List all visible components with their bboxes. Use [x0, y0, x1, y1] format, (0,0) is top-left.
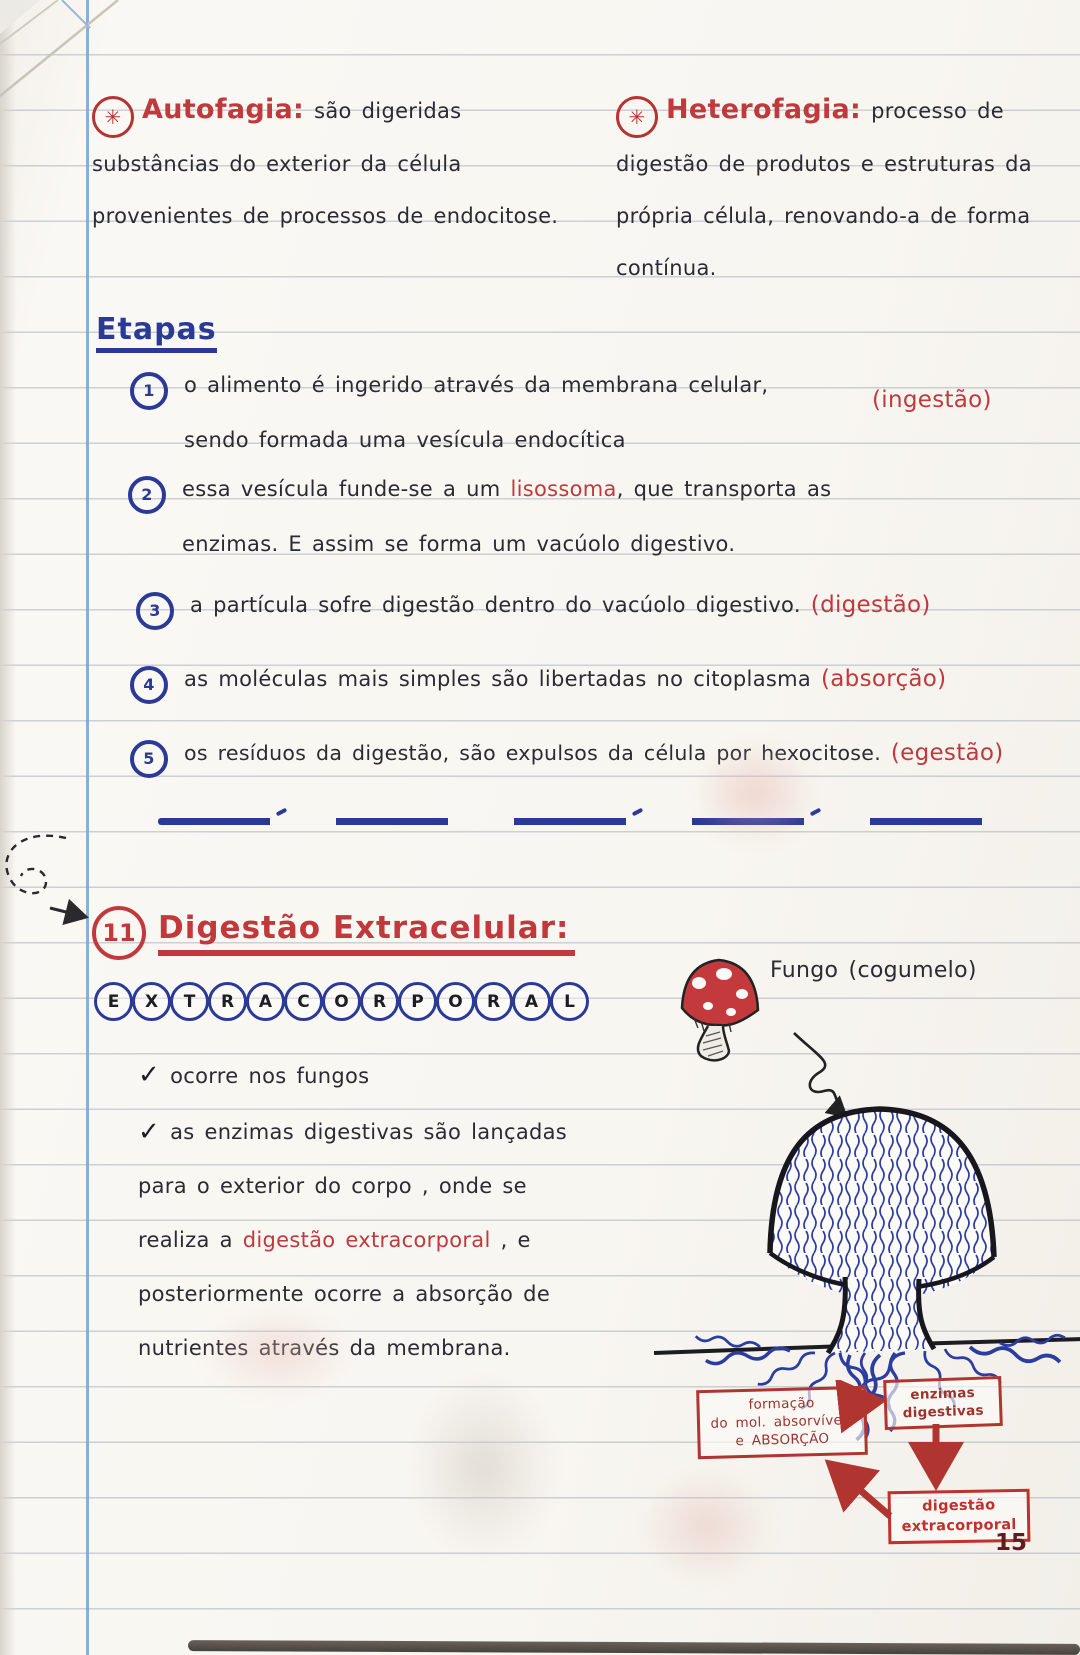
section-number-icon: 11 — [92, 906, 146, 960]
step-number-icon: 4 — [130, 666, 168, 704]
check-text: as enzimas digestivas são lançadas para o exterior do corpo , onde se realiza a digestão extracorporal , e posteriormente ocorre a absorção de nutrientes através da membrana. — [138, 1120, 568, 1360]
step-tag: (egestão) — [890, 740, 1004, 766]
small-mushroom-drawing — [672, 952, 767, 1064]
step-text: essa vesícula funde-se a um lisossoma, que transporta as enzimas. E assim se forma um vacúolo digestivo. — [182, 477, 832, 556]
circled-letter: R — [208, 982, 247, 1021]
step-number-icon: 5 — [130, 740, 168, 778]
highlighted-term: lisossoma — [510, 477, 617, 501]
step-3 — [136, 578, 1066, 633]
box-line: extracorporal — [901, 1516, 1017, 1535]
box-line: formação — [748, 1395, 815, 1413]
asterisk-icon: ✳ — [92, 96, 134, 138]
step-5 — [130, 726, 1075, 781]
checklist — [138, 1048, 574, 1375]
highlighted-term: digestão extracorporal — [242, 1228, 491, 1252]
box-line: digestão — [922, 1497, 996, 1515]
step-1 — [130, 358, 1010, 468]
etapas-heading: Etapas — [96, 312, 217, 353]
circled-letter: O — [436, 982, 475, 1021]
circled-letter: L — [550, 982, 589, 1021]
step-2 — [128, 462, 1008, 572]
definition-body: processo de digestão de produtos e estruturas da própria célula, renovando-a de forma contínua. — [616, 99, 1032, 280]
ink-smudge — [408, 1372, 558, 1562]
circled-letters-extracorporal — [94, 982, 588, 1021]
circled-letter: P — [398, 982, 437, 1021]
definition-body: são digeridas substâncias do exterior da célula provenientes de processos de endocitose. — [92, 99, 559, 228]
step-number-icon: 2 — [128, 476, 166, 514]
check-icon: ✓ — [138, 1060, 161, 1090]
box-line: do mol. absorvíveis — [710, 1412, 854, 1433]
definition-title: Heterofagia: — [666, 94, 862, 125]
fungus-label: Fungo (cogumelo) — [770, 958, 977, 983]
asterisk-icon: ✳ — [616, 96, 658, 138]
box-line: enzimas — [910, 1384, 976, 1404]
section-divider — [158, 818, 1010, 825]
check-icon: ✓ — [138, 1117, 161, 1147]
circled-letter: X — [132, 982, 171, 1021]
definition-autofagia — [92, 84, 560, 242]
circled-letter: R — [360, 982, 399, 1021]
circled-letter: R — [474, 982, 513, 1021]
step-4 — [130, 652, 1070, 707]
divider-tick — [632, 808, 644, 817]
check-text: ocorre nos fungos — [170, 1064, 370, 1088]
section-title: Digestão Extracelular: — [158, 910, 575, 956]
step-text: o alimento é ingerido através da membrana celular, sendo formada uma vesícula endocítica — [184, 373, 769, 452]
divider-tick — [276, 808, 288, 817]
box-line: digestivas — [902, 1402, 985, 1422]
desk-edge — [188, 1640, 1080, 1655]
step-number-icon: 1 — [130, 372, 168, 410]
step-text: a partícula sofre digestão dentro do vacúolo digestivo. — [190, 593, 811, 617]
step-tag: (digestão) — [810, 592, 931, 618]
circled-letter: O — [322, 982, 361, 1021]
circled-letter: A — [512, 982, 551, 1021]
circled-letter: A — [246, 982, 285, 1021]
check-item-1 — [138, 1048, 574, 1103]
step-number-icon: 3 — [136, 592, 174, 630]
definition-heterofagia — [616, 84, 1068, 294]
circled-letter: T — [170, 982, 209, 1021]
box-line: e ABSORÇÃO — [735, 1431, 830, 1450]
page-number: 15 — [995, 1530, 1028, 1556]
divider-tick — [810, 808, 822, 817]
section-11-heading — [92, 906, 575, 960]
step-tag: (ingestão) — [872, 387, 992, 413]
check-item-2 — [138, 1105, 574, 1375]
circled-letter: E — [94, 982, 133, 1021]
step-tag: (absorção) — [821, 666, 947, 692]
step-text: as moléculas mais simples são libertadas no citoplasma — [184, 667, 821, 691]
circled-letter: C — [284, 982, 323, 1021]
definition-title: Autofagia: — [142, 94, 305, 125]
step-text: os resíduos da digestão, são expulsos da célula por hexocitose. — [184, 741, 891, 765]
